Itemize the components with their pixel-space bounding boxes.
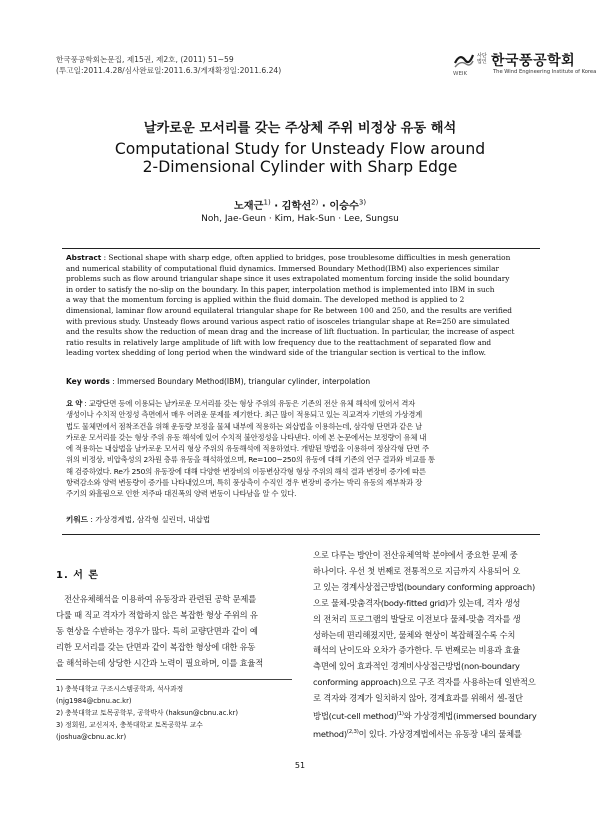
- footnote-line: (joshua@cbnu.ac.kr): [56, 732, 127, 741]
- abstract-en-line: dimensional, laminar flow around equilateral triangular shape for Re between 100 and 250, and the results are verified: [66, 305, 512, 315]
- abstract-en-line: leading vortex shedding of long period when the windward side of the triangular section is vertical to the inflow.: [66, 348, 486, 358]
- intro-right-line: 의 전처리 프로그램의 발달로 이전보다 물체-맞춤 격자를 생: [313, 613, 521, 624]
- intro-left-line: 리한 모서리를 갖는 단면과 같이 복잡한 형상에 대한 유동: [56, 641, 256, 652]
- intro-left-line: 을 해석하는데 상당한 시간과 노력이 필요하며, 이를 효율적: [56, 657, 264, 668]
- footnote-line: 1) 충북대학교 구조시스템공학과, 석사과정: [56, 685, 184, 693]
- authors-korean: 노재근$^{1)}$ · 김학선$^{2)}$ · 이승수$^{3)}$: [233, 198, 367, 212]
- abstract-ko-line: 요 약 : 교량단면 등에 이용되는 날카로운 모서리를 갖는 형상 주위의 유동은 기존의 전산 유체 해석에 있어서 격자: [66, 399, 416, 408]
- abstract-en-line: ratio results in relatively large amplitude of lift with low frequency due to the reattachment of separated flow and: [66, 337, 492, 347]
- title-english: Computational Study for Unsteady Flow around 2-Dimensional Cylinder with Sharp Edge: [114, 140, 486, 176]
- abstract-en-line: and the results show the reduction of mean drag and the increase of lift fluctuation. In particular, the increase of aspect: [66, 327, 515, 337]
- citation-ref: (1): [396, 711, 404, 718]
- logo-weik: WEIK: [453, 71, 468, 77]
- section-heading-introduction: 1. 서 론: [56, 570, 100, 581]
- submission-dates: (투고일:2011.4.28/심사완료일:2011.6.3/게재확정일:2011.6.24): [56, 66, 282, 75]
- abstract-ko-label: 요 약: [66, 399, 83, 408]
- intro-right-line: 성하는데 편리해졌지만, 물체와 현상이 복잡해질수록 수치: [313, 629, 516, 640]
- abstract-ko-line: 항력감소와 양력 변동량이 증가를 나타내었으며, 특히 풍상측이 수직인 경우 변장비 증가는 박리 유동의 재부착과 장: [66, 478, 423, 488]
- intro-right-line: 로 격자와 경계가 일치하지 않아, 경계효과를 위해서 셀-절단: [313, 693, 523, 704]
- abstract-english: [66, 253, 536, 359]
- abstract-ko-line: 주기의 와흘림으로 인한 저주파 대진폭의 양력 변동이 나타남을 알 수 있다.: [66, 489, 297, 499]
- logo-name-en: The Wind Engineering Institute of Korea: [493, 69, 597, 75]
- intro-right-line: 해석의 난이도와 오차가 증가한다. 두 번째로는 비용과 효율: [313, 645, 521, 656]
- abstract-ko-line: 생성이나 수치적 안정성 측면에서 매우 어려운 문제를 제기한다. 최근 많이 적용되고 있는 직교격자 기반의 가상경계: [66, 410, 423, 420]
- title-korean: 날카로운 모서리를 갖는 주상체 주위 비정상 유동 해석: [143, 121, 457, 136]
- intro-right-line: 측면에 있어 효과적인 경계비사상접근방법(non-boundary: [313, 661, 520, 672]
- abstract-ko-line: 법도 물체면에서 점착조건을 위해 운동량 보정을 물체 내부에 적용하는 외삽법을 이용하는데, 삼각형 단면과 같은 날: [66, 421, 423, 431]
- intro-right-line: conforming approach)으로 구조 격자를 사용하는데 일반적으: [313, 677, 536, 688]
- logo-small-text: 사단 법인: [477, 53, 487, 65]
- footnote-line: 2) 충북대학교 토목공학부, 공학박사 (haksun@cbnu.ac.kr): [56, 708, 238, 717]
- logo-name-ko: 한국풍공학회: [491, 53, 576, 69]
- intro-right-line: 방법(cut-cell method)$^{(1)}$와 가상경계법(immersed boundary: [313, 710, 537, 721]
- intro-right-line: 으로 다루는 방안이 전산유체역학 분야에서 중요한 문제 중: [313, 550, 518, 560]
- abstract-ko-line: 카로운 모서리를 갖는 형상 주위 유동 해석에 있어 수치적 불안정성을 나타낸다. 이에 본 논문에서는 보정량이 유체 내: [66, 432, 427, 442]
- journal-citation: 한국풍공학회논문집, 제15권, 제2호, (2011) 51~59: [56, 55, 234, 64]
- footnote-line: (njg1984@cbnu.ac.kr): [56, 696, 132, 705]
- abstract-en-line: in order to satisfy the no-slip on the boundary. In this paper, interpolation method is implemented into IBM in such: [66, 284, 495, 294]
- abstract-ko-line: 에 적용하는 내삽법을 날카로운 모서리 형상 주위의 유동해석에 적용하였다. 개발된 방법을 이용하여 정삼각형 단면 주: [66, 444, 429, 454]
- intro-left-column: [56, 592, 292, 672]
- keywords-korean: 키워드 : 가상경계법, 삼각형 실린더, 내삽법: [66, 515, 211, 524]
- abstract-en-line: Abstract : Sectional shape with sharp edge, often applied to bridges, pose troublesome difficulties in mesh generation: [66, 253, 511, 262]
- intro-right-line: 고 있는 경계사상접근방법(boundary conforming approach): [313, 581, 536, 592]
- intro-right-line: method)$^{(2,3)}$이 있다. 가상경계법에서는 유동장 내의 물체를: [313, 728, 522, 739]
- abstract-en-line: problems such as flow around triangular shape since it uses extrapolated momentum forcing inside the solid boundary: [66, 274, 510, 284]
- abstract-en-line: with previous study. Unsteady flows around various aspect ratio of isosceles triangular shape at Re=250 are simulated: [66, 316, 510, 326]
- authors-english: Noh, Jae-Geun · Kim, Hak-Sun · Lee, Sungsu: [201, 214, 399, 224]
- abstract-top-rule: [62, 248, 540, 249]
- abstract-en-label: Abstract: [66, 253, 102, 262]
- society-logo: [453, 51, 597, 77]
- intro-left-line: 다룰 때 직교 격자가 적합하지 않은 복잡한 형상 주위의 유: [56, 609, 258, 620]
- abstract-ko-line: 해 검증하였다. Re가 250의 유동장에 대해 다양한 변장비의 이등변삼각형 형상 주위의 해석 결과 변장비 증가에 따른: [66, 466, 426, 476]
- intro-right-line: 하나이다. 우선 첫 번째로 전통적으로 지금까지 사용되어 오: [313, 565, 521, 576]
- abstract-korean: [66, 398, 536, 500]
- page-number: 51: [294, 761, 306, 770]
- abstract-en-line: a way that the momentum forcing is applied within the fluid domain. The developed method is applied to 2: [66, 295, 465, 305]
- abstract-bottom-rule: [62, 534, 540, 535]
- abstract-ko-line: 위의 비정상, 비압축성의 2차원 층류 유동을 해석하였으며, Re=100~250의 유동에 대해 기존의 연구 결과와 비교를 통: [66, 455, 435, 465]
- footnote-rule: [56, 679, 292, 680]
- intro-left-line: 동 현상을 수반하는 경우가 많다. 특히 교량단면과 같이 예: [56, 625, 258, 636]
- author-footnotes: [56, 684, 292, 744]
- citation-ref: (2,3): [346, 728, 359, 735]
- intro-left-line: 전산유체해석을 이용하여 유동장과 관련된 공학 문제를: [56, 594, 257, 604]
- keywords-english: Key words : Immersed Boundary Method(IBM), triangular cylinder, interpolation: [66, 377, 371, 386]
- abstract-en-line: and numerical stability of computational fluid dynamics. Immersed Boundary Method(IBM) also experiences similar: [66, 263, 499, 273]
- intro-right-line: 으로 물체-맞춤격자(body-fitted grid)가 있는데, 격자 생성: [313, 597, 521, 608]
- weik-logo-icon: [453, 51, 475, 69]
- intro-right-column: [313, 548, 545, 742]
- footnote-line: 3) 정회원, 교신저자, 충북대학교 토목공학부 교수: [56, 720, 203, 729]
